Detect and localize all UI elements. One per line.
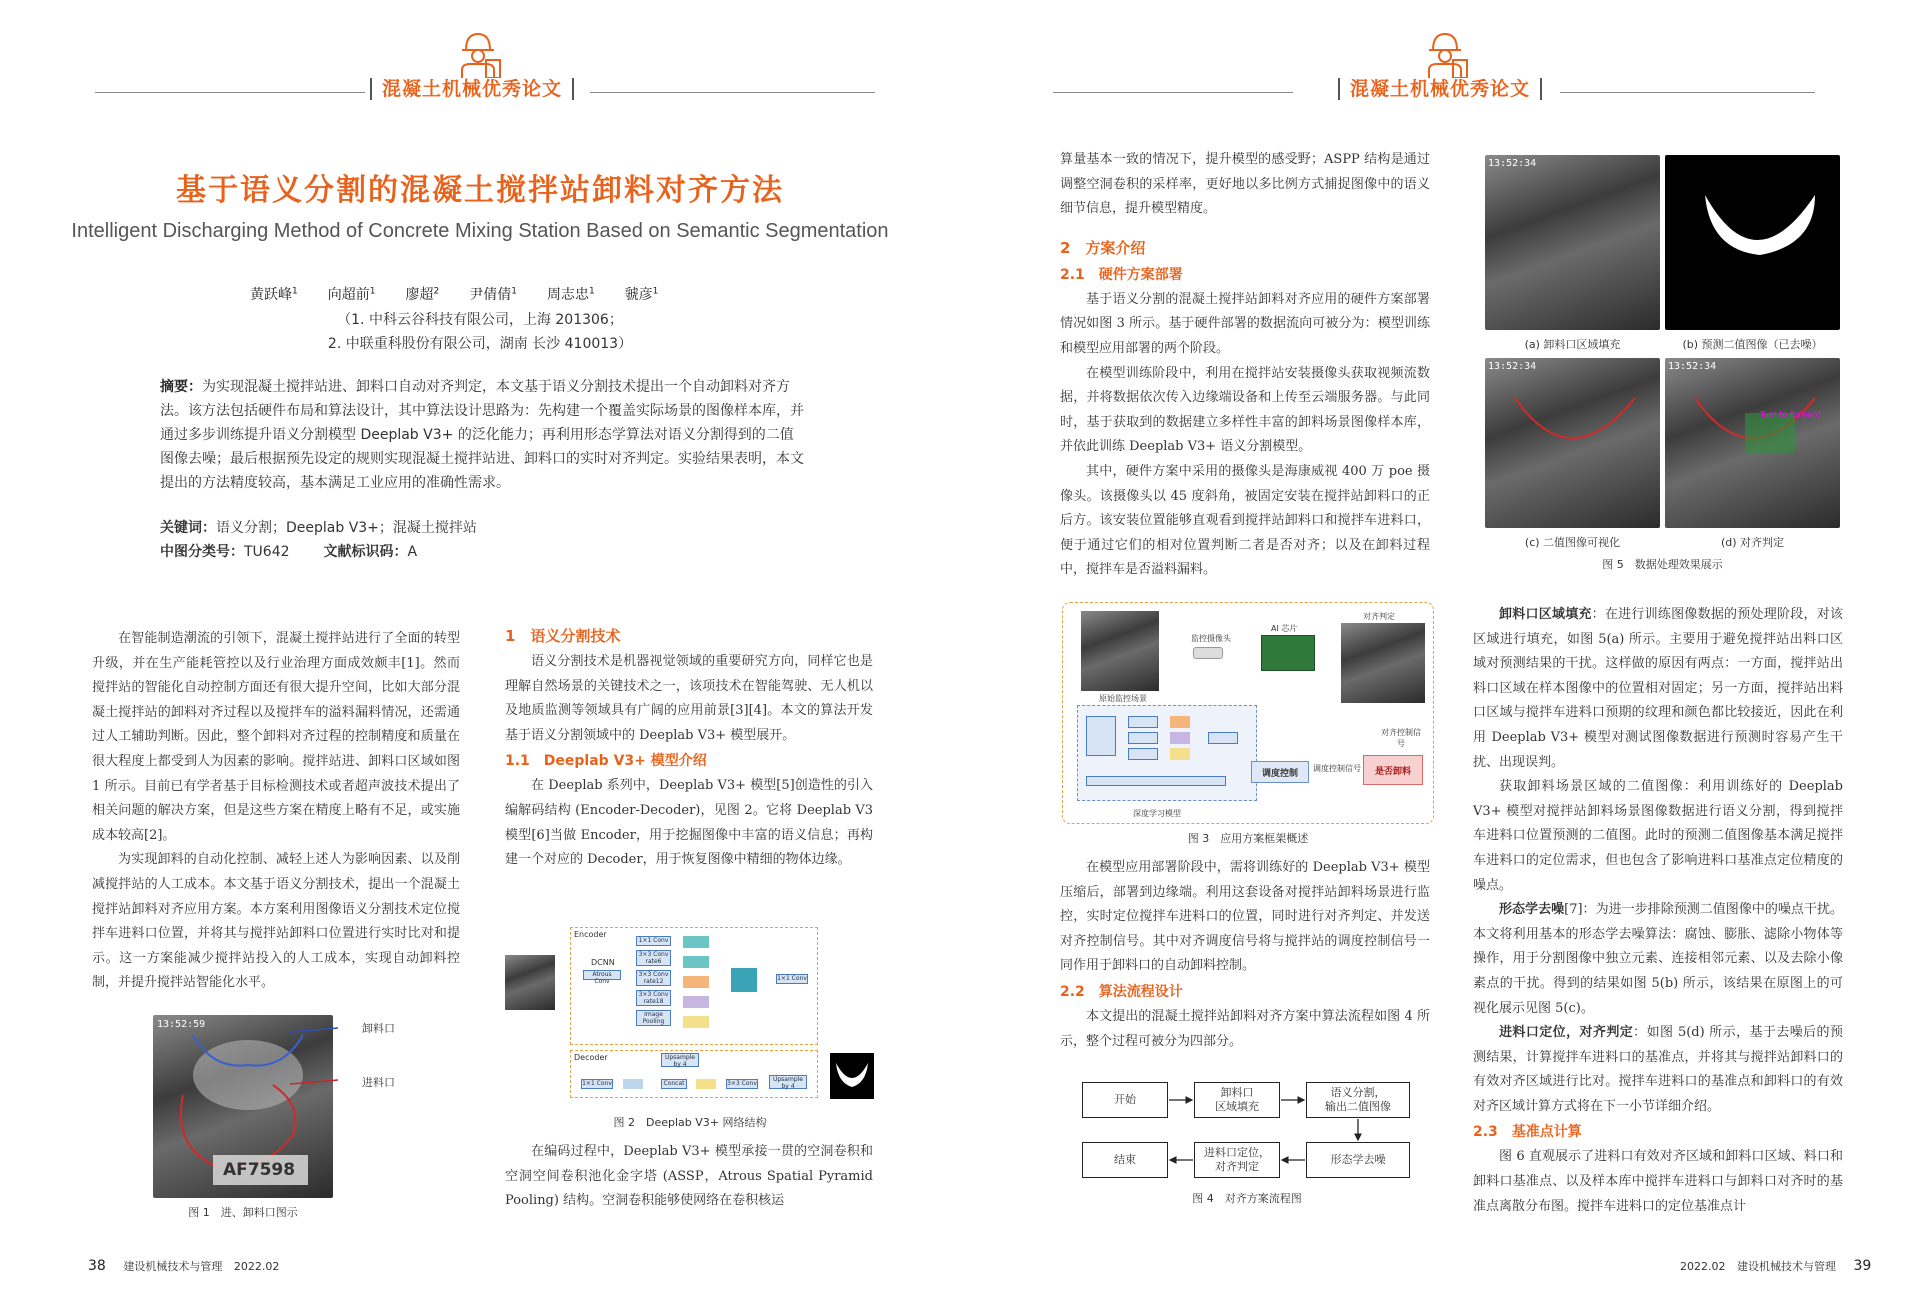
encoder-block: Encoder DCNN Atrous Conv 1×1 Conv 3×3 Conv rate6 3×3 Conv rate12 3×3 Conv rate18 Image Pooling 1×1 Conv	[570, 927, 818, 1045]
figure-4-flowchart	[1082, 1082, 1412, 1182]
author: 黄跃峰$^1$	[250, 286, 298, 303]
section-1-paragraph: 语义分割技术是机器视觉领域的重要研究方向，同样它也是理解自然场景的关键技术之一，该项技术在智能驾驶、无人机以及地质监测等领域具有广阔的应用前景[3][4]。本文的算法开发基于语义分割领域中的 Deeplab V3+ 模型展开。	[505, 654, 873, 743]
page-header	[0, 0, 960, 110]
header-rule-left	[95, 92, 365, 93]
intro-paragraph-2: 为实现卸料的自动化控制、减轻上述人为影响因素、以及削减搅拌站的人工成本。本文基于语义分割技术，提出一个混凝土搅拌站卸料对齐应用方案。本方案利用图像语义分割技术定位搅拌车进料口位置，并将其与搅拌站卸料口位置进行实时比对和提示。这一方案能减少搅拌站投入的人工成本，实现自动卸料控制，并提升搅拌站智能化水平。	[92, 852, 460, 991]
header-section-label: 混凝土机械优秀论文	[1338, 78, 1542, 100]
input-image	[505, 955, 555, 1010]
abstract-label: 摘要：	[160, 379, 202, 395]
section-1-continued	[505, 1140, 873, 1214]
author: 向超前$^1$	[327, 286, 376, 303]
flow-align: 进料口定位， 对齐判定	[1194, 1142, 1280, 1178]
figure-5b-caption: (b) 预测二值图像（已去噪）	[1682, 338, 1823, 351]
section-2-1-paragraph-3: 其中，硬件方案中采用的摄像头是海康威视 400 万 poe 摄像头。该摄像头以 45 度斜角，被固定安装在搅拌站卸料口的正后方。该安装位置能够直观看到搅拌站卸料口和搅拌车进料口，便于通过它们的相对位置判断二者是否对齐；以及在卸料过程中，搅拌车是否溢料漏料。	[1060, 463, 1430, 578]
figure-5d-photo: 13:52:34 Turn to forward	[1665, 358, 1840, 528]
flow-end: 结束	[1082, 1142, 1168, 1178]
continued-paragraph: 算量基本一致的情况下，提升模型的感受野；ASPP 结构是通过调整空洞卷积的采样率，更好地以多比例方式捕捉图像中的语义细节信息，提升模型精度。	[1060, 152, 1430, 217]
page-number: 39	[1853, 1258, 1872, 1274]
judge-photo	[1341, 623, 1425, 703]
section-1-1-heading: 1.1 Deeplab V3+ 模型介绍	[505, 753, 707, 770]
discharge-decision-box: 是否卸料	[1363, 755, 1423, 785]
header-rule-right	[1560, 92, 1815, 93]
section-2-1-paragraph-4: 在模型应用部署阶段中，需将训练好的 Deeplab V3+ 模型压缩后，部署到边缘端。利用这套设备对搅拌站卸料场景进行监控，实时定位搅拌车进料口的位置，同时进行对齐判定、并发送对齐控制信号。其中对齐调度信号将与搅拌站的调度控制信号一同作用于卸料口的自动卸料控制。	[1060, 860, 1430, 974]
header-rule-right	[590, 92, 875, 93]
right-column-1-top	[1060, 148, 1430, 583]
paragraph-binary: 获取卸料场景区域的二值图像：利用训练好的 Deeplab V3+ 模型对搅拌站卸料场景图像数据进行语义分割，得到搅拌车进料口位置预测的二值图。此时的预测二值图像基本满足搅拌车进料口的定位需求，但也包含了影响进料口基准点定位精度的噪点。	[1473, 779, 1843, 893]
section-2-2-heading: 2.2 算法流程设计	[1060, 983, 1183, 1000]
figure-5c-photo: 13:52:34	[1485, 358, 1660, 528]
author: 周志忠$^1$	[546, 286, 595, 303]
figure-3-diagram: 原始监控场景 监控摄像头 AI 芯片 对齐判定 对齐控制信号 深度学习模型 调度控制 调度控制信号 是否卸料	[1062, 602, 1434, 824]
abstract	[160, 375, 805, 495]
flow-morph: 形态学去噪	[1306, 1142, 1410, 1178]
author-list	[250, 284, 658, 304]
keywords: 关键词：语义分割；Deeplab V3+；混凝土搅拌站	[160, 520, 477, 536]
page-number: 38	[88, 1258, 106, 1274]
page-footer-right	[1680, 1258, 1871, 1274]
timestamp: 13:52:59	[157, 1019, 206, 1030]
right-column-1-bottom	[1060, 856, 1430, 1054]
flow-start: 开始	[1082, 1082, 1168, 1118]
figure-4-caption: 图 4 对齐方案流程图	[1192, 1192, 1302, 1205]
section-2-3-heading: 2.3 基准点计算	[1473, 1124, 1582, 1141]
overlay-direction-text: Turn to forward	[1760, 410, 1821, 419]
section-1-column	[505, 622, 873, 873]
journal-name: 建设机械技术与管理	[123, 1260, 223, 1273]
section-2-2-paragraph: 本文提出的混凝土搅拌站卸料对齐方案中算法流程如图 4 所示，整个过程可被分为四部分。	[1060, 1008, 1430, 1049]
prediction-output	[830, 1053, 874, 1099]
figure-5-caption: 图 5 数据处理效果展示	[1602, 558, 1723, 571]
title-en: Intelligent Discharging Method of Concrete Mixing Station Based on Semantic Segmentation	[71, 220, 889, 242]
flow-fill: 卸料口 区域填充	[1194, 1082, 1280, 1118]
abstract-text: 为实现混凝土搅拌站进、卸料口自动对齐判定，本文基于语义分割技术提出一个自动卸料对齐方法。该方法包括硬件布局和算法设计，其中算法设计思路为：先构建一个覆盖实际场景的图像样本库，并通过多步训练提升语义分割模型 Deeplab V3+ 的泛化能力；再利用形态学算法对语义分割得到的二值图像去噪；最后根据预先设定的规则实现混凝土搅拌站进、卸料口的实时对齐判定。实验结果表明，本文提出的方法精度较高，基本满足工业应用的准确性需求。	[160, 379, 804, 491]
section-2-3-paragraph: 图 6 直观展示了进料口有效对齐区域和卸料口区域、料口和卸料口基准点、以及样本库中搅拌车进料口与卸料口对齐时的基准点离散分布图。搅拌车进料口的定位基准点计	[1473, 1149, 1843, 1214]
figure-1-caption: 图 1 进、卸料口图示	[188, 1206, 298, 1219]
figure-1-pointers	[290, 1018, 370, 1088]
figure-5b-binary	[1665, 155, 1840, 330]
page-footer-left	[88, 1258, 279, 1274]
section-2-heading: 2 方案介绍	[1060, 238, 1146, 257]
intro-column	[92, 627, 460, 996]
dispatch-control-box: 调度控制	[1251, 761, 1309, 783]
scene-photo	[1081, 611, 1159, 691]
issue: 2022.02	[1680, 1260, 1726, 1273]
right-page	[960, 0, 1920, 1303]
figure-5d-caption: (d) 对齐判定	[1720, 536, 1785, 549]
title-cn: 基于语义分割的混凝土搅拌站卸料对齐方法	[176, 173, 784, 208]
figure-5a-caption: (a) 卸料口区域填充	[1524, 338, 1621, 351]
journal-name: 建设机械技术与管理	[1737, 1260, 1836, 1273]
affiliation-1: （1. 中科云谷科技有限公司，上海 201306；	[337, 312, 623, 328]
paragraph-morph: 形态学去噪[7]：为进一步排除预测二值图像中的噪点干扰。本文将利用基本的形态学去噪算法：腐蚀、膨胀、滤除小物体等操作，用于分割图像中独立元素、连接相邻元素、以及去除小像素点的干扰。得到的结果如图 5(b) 所示，该结果在原图上的可视化展示见图 5(c)。	[1473, 902, 1843, 1016]
paragraph-align: 进料口定位，对齐判定：如图 5(d) 所示，基于去噪后的预测结果，计算搅拌车进料口的基准点，并将其与搅拌站卸料口的有效对齐区域进行比对。搅拌车进料口的基准点和卸料口的有效对齐区域计算方式将在下一小节详细介绍。	[1473, 1025, 1843, 1114]
figure-2-diagram	[505, 925, 875, 1110]
decoder-block: Decoder Upsample by 4 1×1 Conv Concat 3×3 Conv Upsample by 4	[570, 1050, 818, 1098]
engineer-icon	[1415, 26, 1475, 82]
affiliation-2: 2. 中联重科股份有限公司，湖南 长沙 410013）	[327, 336, 633, 352]
section-1-paragraph-2: 在编码过程中，Deeplab V3+ 模型承接一贯的空洞卷积和空洞空间卷积池化金字塔 (ASSP，Atrous Spatial Pyramid Pooling) 结构。空洞卷积能够使网络在卷积核运	[505, 1144, 873, 1209]
label-feed-port: 进料口	[362, 1076, 395, 1089]
paragraph-fill: 卸料口区域填充：在进行训练图像数据的预处理阶段，对该区域进行填充，如图 5(a) 所示。主要用于避免搅拌站出料口区域对预测结果的干扰。这样做的原因有两点：一方面，搅拌站出料口区域在样本图像中的位置相对固定；另一方面，搅拌站出料口区域与搅拌车进料口预期的纹理和颜色都比较接近，因此在利用 Deeplab V3+ 模型对测试图像数据进行预测时容易产生干扰、出现误判。	[1473, 607, 1843, 770]
issue: 2022.02	[233, 1260, 280, 1273]
figure-5c-caption: (c) 二值图像可视化	[1524, 536, 1621, 549]
label-discharge-port: 卸料口	[362, 1022, 395, 1035]
section-1-heading: 1 语义分割技术	[505, 627, 621, 645]
author: 尹倩倩$^1$	[469, 286, 517, 303]
figure-2-caption: 图 2 Deeplab V3+ 网络结构	[613, 1116, 767, 1129]
section-1-1-paragraph: 在 Deeplab 系列中，Deeplab V3+ 模型[5]创造性的引入编解码结构 (Encoder-Decoder)，见图 2。它将 Deeplab V3 模型[6]当做 Encoder，用于挖掘图像中丰富的语义信息；再构建一个对应的 Decoder，用于恢复图像中精细的物体边缘。	[505, 778, 873, 868]
section-2-1-paragraph-1: 基于语义分割的混凝土搅拌站卸料对齐应用的硬件方案部署情况如图 3 所示。基于硬件部署的数据流向可被分为：模型训练和模型应用部署的两个阶段。	[1060, 291, 1430, 356]
figure-3-caption: 图 3 应用方案框架概述	[1187, 832, 1309, 845]
header-rule-left	[1053, 92, 1293, 93]
header-section-label: 混凝土机械优秀论文	[370, 78, 574, 100]
page-header	[960, 0, 1920, 110]
right-column-2	[1473, 603, 1843, 1219]
chip-icon	[1261, 635, 1315, 671]
intro-paragraph-1: 在智能制造潮流的引领下，混凝土搅拌站进行了全面的转型升级，并在生产能耗管控以及行业治理方面成效颇丰[1]。然而搅拌站的智能化自动控制方面还有很大提升空间，比如大部分混凝土搅拌站的卸料对齐过程以及搅拌车的溢料漏料情况，还需通过人工辅助判断。因此，整个卸料对齐过程的控制精度和质量在很大程度上都受到人为因素的影响。搅拌站进、卸料口区域如图 1 所示。目前已有学者基于目标检测技术或者超声波技术提出了相关问题的解决方案，但是这些方案在精度上略有不足，或实施成本较高[2]。	[92, 631, 460, 843]
engineer-icon	[448, 26, 508, 82]
camera-icon	[1193, 647, 1223, 659]
section-2-1-paragraph-2: 在模型训练阶段中，利用在搅拌站安装摄像头获取视频流数据，并将数据依次传入边缘端设备和上传至云端服务器。与此同时，基于获取到的数据建立多样性丰富的卸料场景图像样本库，并依此训练 Deeplab V3+ 语义分割模型。	[1060, 365, 1430, 455]
figure-5a-photo: 13:52:34	[1485, 155, 1660, 330]
classification: 中图分类号：TU642 文献标识码：A	[160, 544, 418, 560]
model-block	[1077, 705, 1257, 801]
author: 虢彦$^1$	[624, 286, 659, 303]
author: 廖超$^2$	[405, 286, 440, 303]
license-plate: AF7598	[223, 1160, 296, 1180]
flow-segmentation: 语义分割， 输出二值图像	[1306, 1082, 1410, 1118]
section-2-1-heading: 2.1 硬件方案部署	[1060, 266, 1183, 283]
